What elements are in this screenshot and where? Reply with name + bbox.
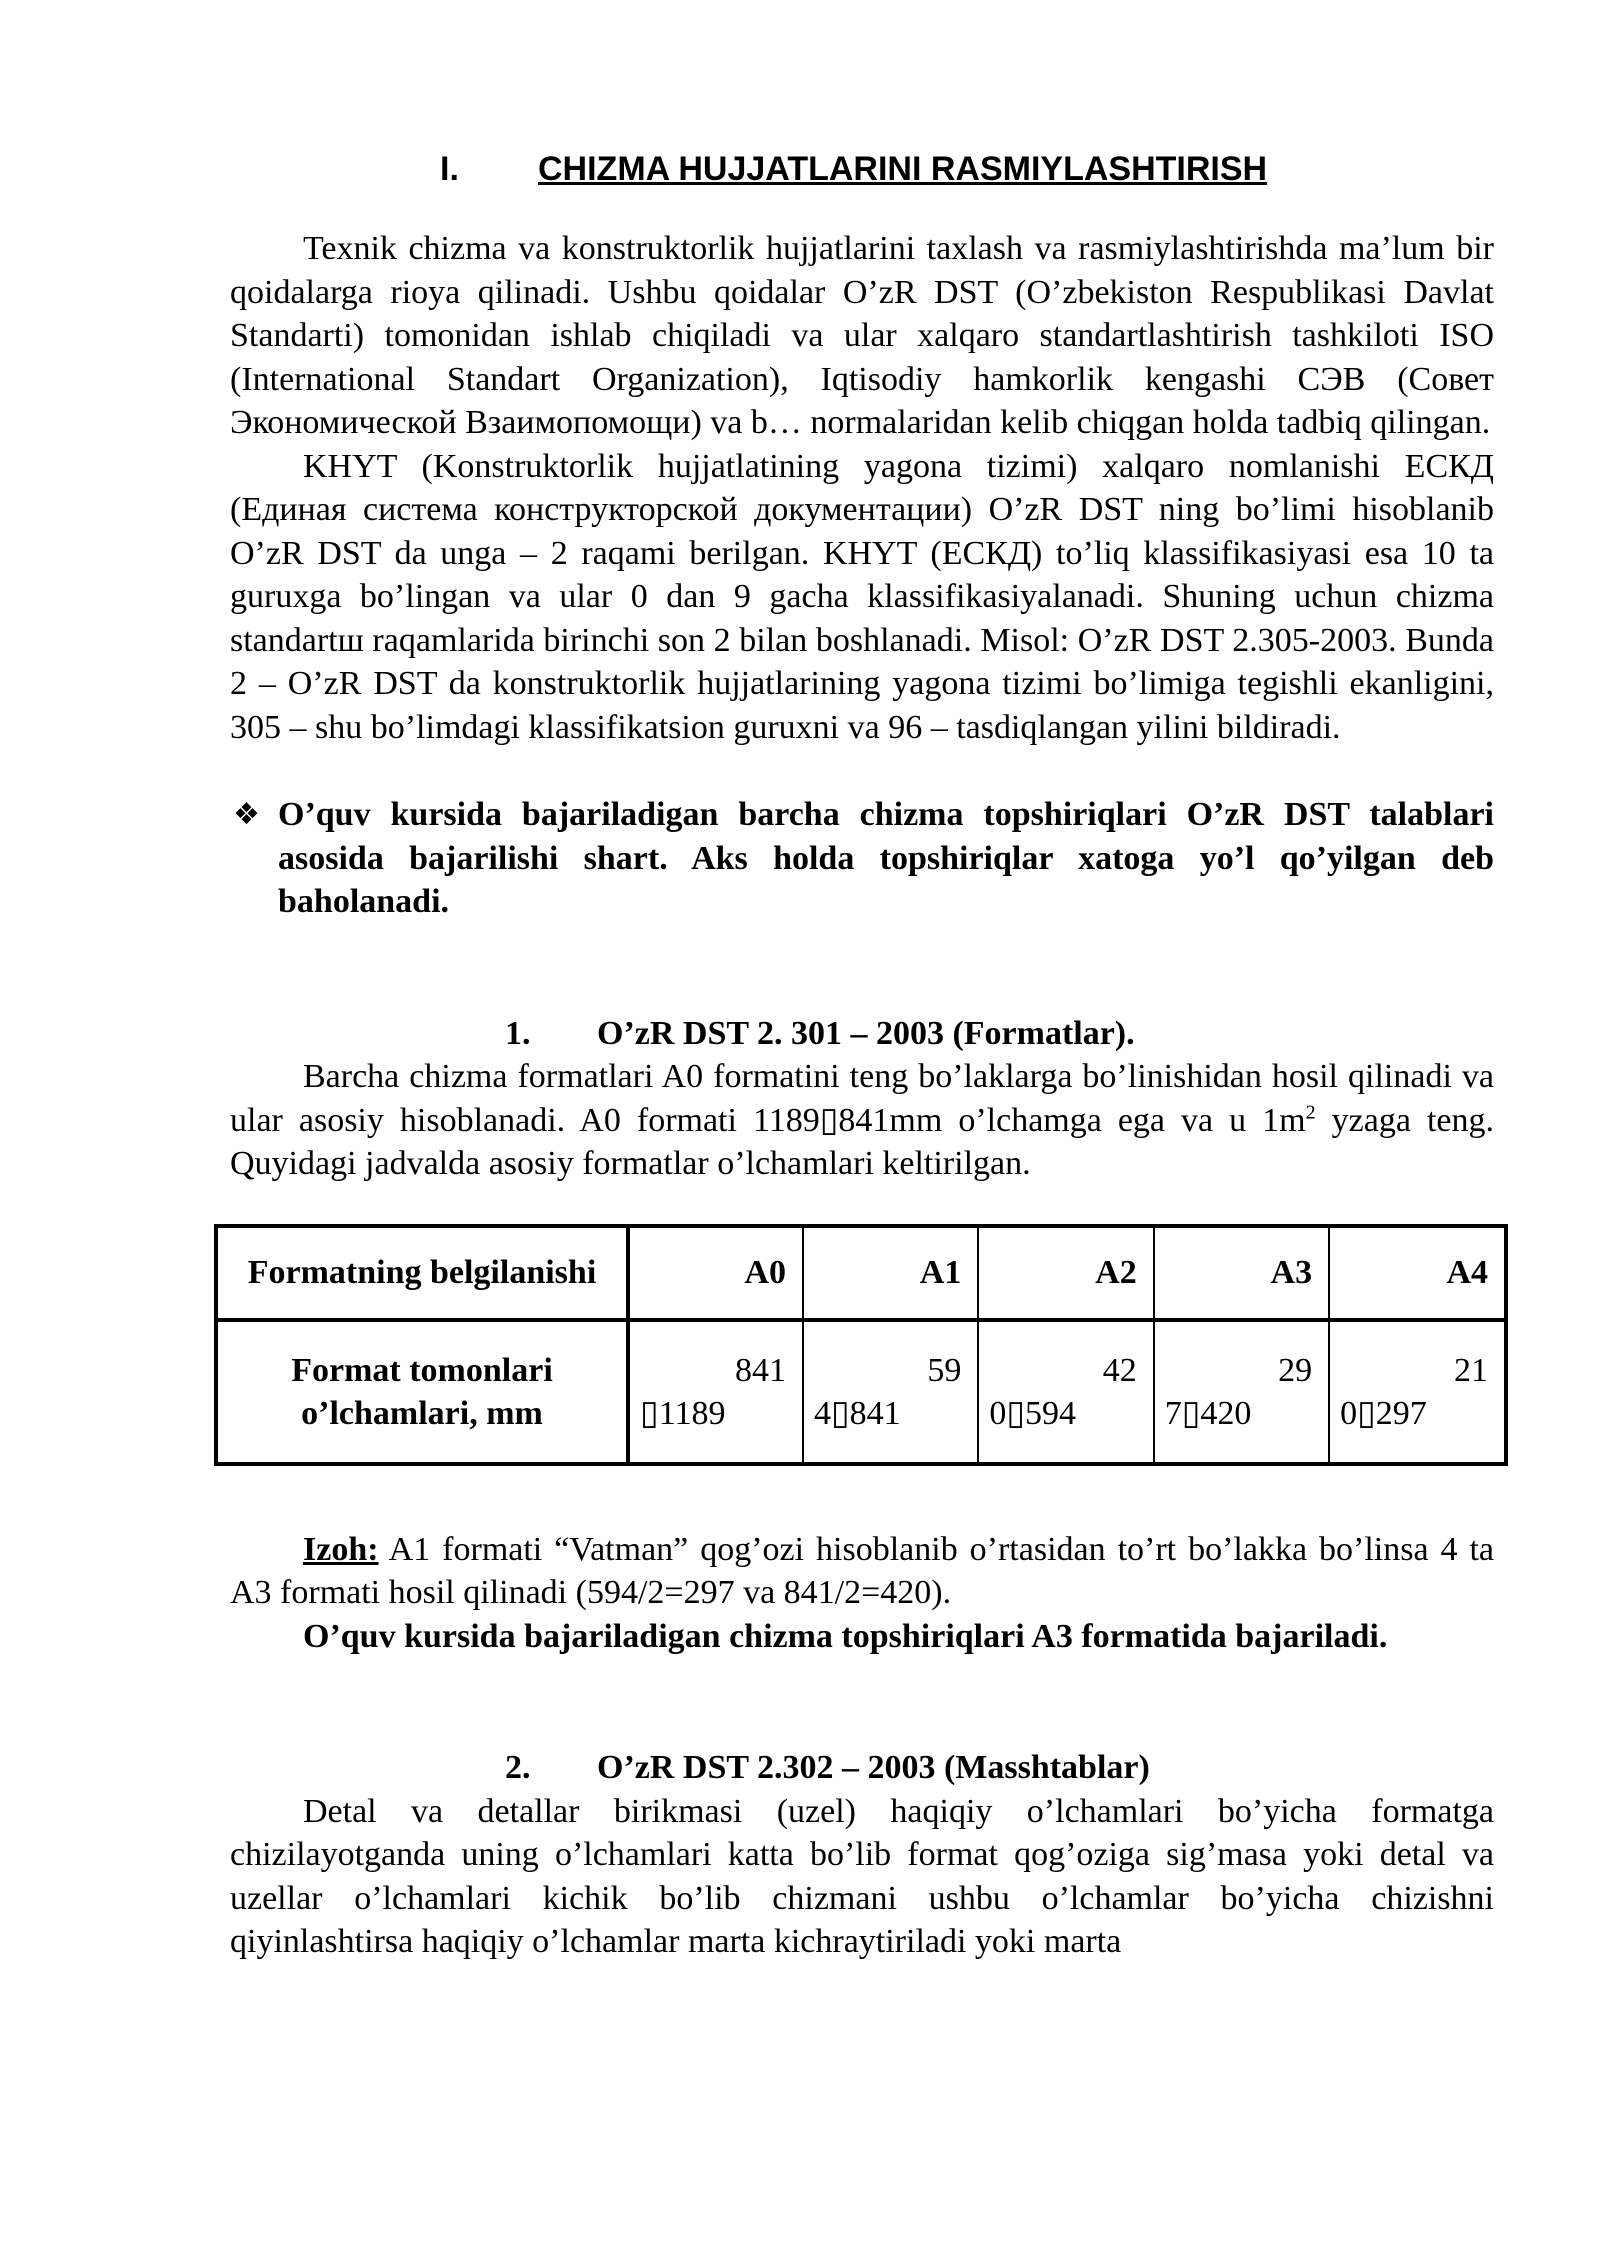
section-1-number: 1. <box>505 1014 531 1052</box>
superscript: 2 <box>1305 1101 1316 1124</box>
section-1-paragraph: Barcha chizma formatlari A0 formatini teng bo’laklarga bo’linishidan hosil qilinadi va ular asosiy hisoblanadi. A0 formati 1189▯841mm o’lchamga ega va u $1m^2$ yzaga teng. Quyidagi jadvalda asosiy formatlar o’lchamlari keltirilgan. <box>230 1058 1494 1182</box>
intro-paragraph-2: KHYT (Konstruktorlik hujjatlatining yagona tizimi) xalqaro nomlanishi ЕСКД (Единая система конструкторской документации) O’zR DST ning bo’limi hisoblanib O’zR DST da unga – 2 raqami berilgan. KHYT (ЕСКД) to’liq klassifikasiyasi esa 10 ta guruxga bo’lingan va ular 0 dan 9 gacha klassifikasiyalanadi. Shuning uchun chizma standartш raqamlarida birinchi son 2 bilan boshlanadi. Misol: O’zR DST 2.305-2003. Bunda 2 – O’zR DST da konstruktorlik hujjatlarining yagona tizimi bo’limiga tegishli ekanligini, 305 – shu bo’limdagi klassifikatsion guruxni va 96 – tasdiqlangan yilini bildiradi. <box>230 447 1494 746</box>
requirement-note <box>230 793 1494 924</box>
section-2-number: 2. <box>505 1749 531 1786</box>
formats-table <box>214 1224 1508 1466</box>
section-1-heading <box>230 1012 1494 1056</box>
table-row <box>216 1320 1506 1464</box>
section-2-heading <box>230 1746 1494 1790</box>
izoh-paragraph: Izoh: A1 formati “Vatman” qog’ozi hisoblanib o’rtasidan to’rt bo’lakka bo’linsa 4 ta A3 formati hosil qilinadi (594/2=297 va 841/2=420). <box>230 1530 1494 1611</box>
chapter-title: CHIZMA HUJJATLARINI RASMIYLASHTIRISH <box>538 150 1268 188</box>
a3-format-note: O’quv kursida bajariladigan chizma topshiriqlari A3 formatida bajariladi. <box>303 1617 1388 1655</box>
value-cell-a4: 21 0▯297 <box>1329 1320 1506 1464</box>
value-cell-a3: 29 7▯420 <box>1154 1320 1329 1464</box>
value-cell-a0: 841 ▯1189 <box>628 1320 803 1464</box>
column-header-a4: A4 <box>1329 1226 1506 1320</box>
chapter-heading <box>230 148 1494 191</box>
header-label-cell: Formatning belgilanishi <box>216 1226 628 1320</box>
section-2-paragraph: Detal va detallar birikmasi (uzel) haqiqiy o’lchamlari bo’yicha formatga chizilayotganda uning o’lchamlari katta bo’lib format qog’oziga sig’masa yoki detal va uzellar o’lchamlari kichik bo’lib chizmani ushbu o’lchamlar bo’yicha chizishni qiyinlashtirsa haqiqiy o’lchamlar marta kichraytiriladi yoki marta <box>230 1792 1494 1960</box>
column-header-a2: A2 <box>978 1226 1153 1320</box>
section-1-title: O’zR DST 2. 301 – 2003 (Formatlar). <box>597 1014 1135 1052</box>
document-page <box>230 148 1494 1964</box>
chapter-number: I. <box>440 150 459 188</box>
requirement-note-text: O’quv kursida bajariladigan barcha chizma topshiriqlari O’zR DST talablari asosida bajarilishi shart. Aks holda topshiriqlar xatoga yo’l qo’yilgan deb baholanadi. <box>278 796 1494 920</box>
section-2-title: O’zR DST 2.302 – 2003 (Masshtablar) <box>597 1749 1150 1786</box>
value-cell-a1: 59 4▯841 <box>803 1320 978 1464</box>
diamond-bullet-icon: ❖ <box>233 797 260 832</box>
column-header-a0: A0 <box>628 1226 803 1320</box>
intro-paragraph-1: Texnik chizma va konstruktorlik hujjatlarini taxlash va rasmiylashtirishda ma’lum bir qoidalarga rioya qilinadi. Ushbu qoidalar O’zR DST (O’zbekiston Respublikasi Davlat Standarti) tomonidan ishlab chiqiladi va ular xalqaro standartlashtirish tashkiloti ISO (International Standart Organization), Iqtisodiy hamkorlik kengashi СЭВ (Совет Экономической Взаимопомощи) va b… normalaridan kelib chiqgan holda tadbiq qilingan. <box>230 230 1494 441</box>
column-header-a3: A3 <box>1154 1226 1329 1320</box>
value-cell-a2: 42 0▯594 <box>978 1320 1153 1464</box>
values-label-cell: Format tomonlari o’lchamlari, mm <box>216 1320 628 1464</box>
column-header-a1: A1 <box>803 1226 978 1320</box>
izoh-label: Izoh: <box>303 1530 379 1568</box>
table-header-row <box>216 1226 1506 1320</box>
